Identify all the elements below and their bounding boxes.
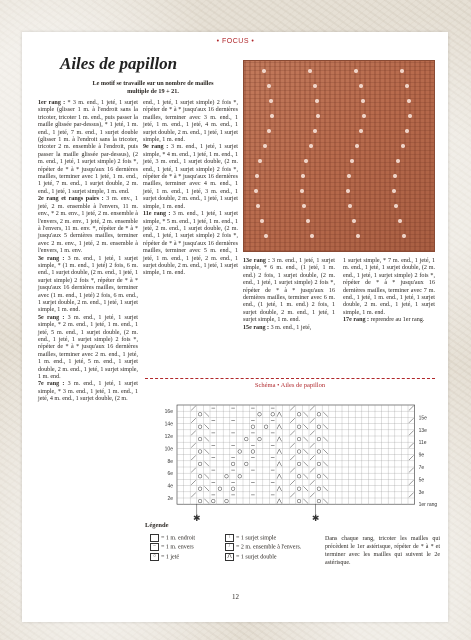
row-number-right: 9e <box>418 452 425 459</box>
lace-eyelet <box>346 189 350 193</box>
row-number-right: 13e <box>418 427 427 434</box>
lace-eyelet <box>398 219 402 223</box>
row-instructions: 3 m. end., 1 jeté, 1 surjet simple, * 6 m. end., (1 jeté, 1 m. end.) 2 fois, 1 surjet double, (2 m. end., 1 jeté, 1 surjet simple) 2 fois *, répéter de * à * jusqu'aux 16 dernières mailles, terminer avec 6 m. end., (1 jeté, 1 m. end.) 2 fois, 1 surjet double, 2 m. end., 1 jeté, 1 surjet simple, 1 m. end. <box>243 258 336 324</box>
instructions-column-4 <box>343 258 435 325</box>
legend-symbol-icon: \ <box>225 534 234 542</box>
row-number-right: 15e <box>418 415 427 422</box>
row-instructions: 3 m. end., 1 jeté, 1 surjet simple, * 2 m. end., 1 jeté, 1 m. end., 1 jeté, 5 m. end., 1 surjet double, (2 m. end., 1 jeté, 1 surjet simple) 2 fois *, répéter de * à * jusqu'aux 16 dernières mailles, terminer avec 2 m. end., 1 jeté, 1 m. end., 1 jeté, 5 m. end., 1 surjet double, 2 m. end., 1 jeté, 1 surjet simple, 1 m. end. <box>38 314 139 381</box>
lace-eyelet <box>402 234 406 238</box>
lace-eyelet <box>359 84 363 88</box>
row-instructions: 3 m. end., 1 jeté, 1 surjet simple, * 5 m. end., 1 jeté, 1 m. end., 1 jeté, 2 m. end., 1 surjet double, (2 m. end., 1 jeté, 1 surjet simple) 2 fois *, répéter de * à * jusqu'aux 16 dernières mailles, terminer avec 5 m. end., 1 jeté, 1 m. end., 1 jeté, 2 m. end., 1 surjet double, 2 m. end., 1 jeté, 1 surjet simple, 1 m. end. <box>143 211 238 277</box>
lace-eyelet <box>359 129 363 133</box>
row-instructions: 3 m. end., 1 jeté, 1 surjet simple, * (1 m. end., 1 jeté) 2 fois, 6 m. end., 1 surjet double, (2 m. end., 1 jeté, 1 surjet simple) 2 fois *, répéter de * à * jusqu'aux 16 dernières mailles, terminer avec (1 m. end., 1 jeté) 2 fois, 6 m. end., 1 surjet double, 2 m. end., 1 jeté, 1 surjet simple, 1 m. end. <box>38 255 139 314</box>
lace-eyelet <box>405 84 409 88</box>
legend-symbol-icon: / <box>225 543 234 551</box>
row-instructions: end., 1 jeté, 1 surjet simple) 2 fois *, répéter de * à * jusqu'aux 16 dernières mailles, terminer avec 3 m. end., 1 jeté, 1 m. end., 1 jeté, 4 m. end., 1 surjet double, 2 m. end., 1 jeté, 1 surjet simple, 1 m. end. <box>143 100 238 144</box>
legend-left <box>150 534 195 562</box>
instruction-paragraph <box>38 315 138 382</box>
lace-eyelet <box>258 159 262 163</box>
row-number-right: 7e <box>418 465 425 471</box>
lace-eyelet <box>408 114 412 118</box>
instruction-paragraph <box>38 256 138 315</box>
row-number-right: 11e <box>418 440 427 447</box>
instruction-paragraph <box>243 325 335 332</box>
legend-symbol-icon: ⋀ <box>225 553 234 561</box>
lace-eyelet <box>302 204 306 208</box>
row-number-left: 12e <box>164 434 173 440</box>
instruction-paragraph <box>343 317 435 324</box>
knitting-chart <box>145 395 438 524</box>
legend-label: = 1 surjet double <box>236 554 277 561</box>
lace-eyelet <box>394 204 398 208</box>
row-label: 11e rang : <box>143 211 171 218</box>
row-label: 15e rang : <box>243 324 270 331</box>
lace-eyelet <box>393 174 397 178</box>
legend-label: = 1 m. endroit <box>161 535 196 542</box>
row-instructions: 3 m. end., 1 jeté, 1 surjet simple, * 4 m. end., 1 jeté, 1 m. end., 1 jeté, 3 m. end., 1 surjet double, (2 m. end., 1 jeté, 1 surjet simple) 2 fois *, répéter de * à * jusqu'aux 16 dernières mailles, terminer avec 4 m. end., 1 jeté, 1 m. end., 1 jeté, 3 m. end., 1 surjet double, 2 m. end., 1 jeté, 1 surjet simple, 1 m. end. <box>143 144 239 210</box>
legend-symbol-icon <box>150 534 159 542</box>
lace-eyelet <box>407 99 411 103</box>
page-number: 12 <box>232 593 239 601</box>
lace-eyelet <box>306 219 310 223</box>
row-instructions: reprendre au 1er rang. <box>369 317 425 324</box>
lace-eyelet <box>362 114 366 118</box>
lace-eyelet <box>310 234 314 238</box>
repeat-asterisk: ✱ <box>311 513 320 524</box>
legend-title: Légende <box>145 522 169 529</box>
instructions-column-1 <box>38 100 138 404</box>
lace-eyelet <box>309 144 313 148</box>
lace-eyelet <box>316 114 320 118</box>
lace-eyelet <box>264 234 268 238</box>
legend-item <box>225 534 301 543</box>
knit-swatch-photo <box>243 60 435 252</box>
lace-eyelet <box>263 144 267 148</box>
lace-eyelet <box>300 189 304 193</box>
lace-eyelet <box>400 69 404 73</box>
instruction-paragraph <box>243 258 335 325</box>
instruction-paragraph <box>143 211 238 278</box>
section-header: • FOCUS • <box>216 38 255 45</box>
lace-eyelet <box>313 129 317 133</box>
row-label: 9e rang : <box>143 144 169 151</box>
lace-eyelet <box>267 129 271 133</box>
instruction-paragraph <box>38 196 138 255</box>
lace-eyelet <box>355 144 359 148</box>
row-instructions: 3 m. end., 1 jeté, <box>269 324 312 331</box>
row-instructions: 3 m. env., 1 jeté, 2 m. ensemble à l'envers, 11 m. env., * 2 m. env., 1 jeté, 2 m. ensemble à l'envers, 2 m. env., 1 jeté, 2 m. ensemble à l'envers, 11 m. env. *, répéter de * à * jusqu'aux 5 dernières mailles, terminer avec 2 m. env., 1 jeté, 2 m. ensemble à l'envers, 1 m. env. <box>38 196 138 255</box>
row-number-right: 5e <box>418 477 425 484</box>
row-label: 3e rang : <box>38 255 65 262</box>
article-title: Ailes de papillon <box>60 54 178 73</box>
instruction-paragraph <box>343 258 435 317</box>
instructions-column-3 <box>243 258 335 332</box>
lace-eyelet <box>315 99 319 103</box>
lace-eyelet <box>304 159 308 163</box>
lace-eyelet <box>396 159 400 163</box>
row-label: 17e rang : <box>343 317 370 324</box>
article-subtitle: Le motif se travaille sur un nombre de mailles multiple de 19 + 21. <box>92 80 214 95</box>
lace-eyelet <box>392 189 396 193</box>
row-instructions: * 3 m. end., 1 jeté, 1 surjet simple (glisser 1 m. à l'endroit sans la tricoter, tricoter 1 m. end., puis passer la maille glissée par-dessus), * 1 jeté, 1 m. end., 1 jeté, 7 m. end., 1 surjet double (glisser 1 m. à l'endroit sans la tricoter, tricoter 2 m. ensemble à l'endroit, puis passer la maille glissée par-dessus), (2 m. end., 1 jeté, 1 surjet simple) 2 fois *, répéter de * à * jusqu'aux 16 dernières mailles, terminer avec 1 jeté, 1 m. end., 1 jeté, 7 m. end., 1 surjet double, 2 m. end., 1 jeté, 1 surjet simple, 1 m. end. <box>38 100 138 195</box>
lace-eyelet <box>301 174 305 178</box>
instruction-paragraph <box>38 100 138 196</box>
lace-eyelet <box>352 219 356 223</box>
lace-eyelet <box>361 99 365 103</box>
legend-item <box>150 543 195 552</box>
row-number-left: 14e <box>164 421 173 428</box>
row-number-left: 4e <box>167 483 173 490</box>
row-number-right: 3e <box>418 489 425 496</box>
lace-eyelet <box>313 84 317 88</box>
row-number-left: 6e <box>167 471 173 478</box>
row-label: 13e rang : <box>243 258 270 264</box>
row-number-left: 8e <box>167 458 173 465</box>
row-label: 7e rang : <box>38 381 65 388</box>
lace-eyelet <box>256 204 260 208</box>
row-number-left: 16e <box>164 409 173 416</box>
legend-symbol-icon: – <box>150 543 159 551</box>
section-divider <box>145 378 435 379</box>
schema-title: Schéma • Ailes de papillon <box>254 382 326 389</box>
lace-eyelet <box>255 174 259 178</box>
lace-eyelet <box>354 69 358 73</box>
legend-right <box>225 534 301 562</box>
lace-eyelet <box>269 99 273 103</box>
row-label: 2e rang et rangs pairs : <box>38 196 104 203</box>
lace-eyelet <box>308 69 312 73</box>
lace-eyelet <box>347 174 351 178</box>
row-label: 1er rang : <box>38 100 66 106</box>
lace-eyelet <box>262 69 266 73</box>
legend-item <box>150 553 195 562</box>
legend-item <box>225 543 301 552</box>
lace-eyelet <box>260 219 264 223</box>
legend-item <box>225 553 301 562</box>
instruction-paragraph <box>143 144 238 211</box>
lace-eyelet <box>401 144 405 148</box>
chart-note: Dans chaque rang, tricoter les mailles qui précèdent le 1er astérisque, répéter de * à * et terminer avec les mailles qui suivent le 2e astérisque. <box>325 536 440 566</box>
row-number-left: 10e <box>164 446 173 453</box>
instruction-paragraph <box>143 100 238 144</box>
lace-eyelet <box>267 84 271 88</box>
row-label: 5e rang : <box>38 314 65 321</box>
row-number-right: 1er rang <box>418 502 438 509</box>
lace-eyelet <box>270 114 274 118</box>
lace-eyelet <box>254 189 258 193</box>
legend-label: = 1 jeté <box>161 554 180 561</box>
row-instructions: 1 surjet simple, * 7 m. end., 1 jeté, 1 m. end., 1 jeté, 1 surjet double, (2 m. end., 1 jeté, 1 surjet simple) 2 fois *, répéter de * à * jusqu'aux 16 dernières mailles, terminer avec 7 m. end., 1 jeté, 1 m. end., 1 jeté, 1 surjet double, 2 m. end., 1 jeté, 1 surjet simple, 1 m. end. <box>343 258 435 316</box>
row-instructions: 3 m. end., 1 jeté, 1 surjet simple, * 3 m. end., 1 jeté, 1 m. end., 1 jeté, 4 m. end., 1 surjet double, (2 m. <box>38 381 139 403</box>
legend-label: = 1 m. envers <box>161 544 194 551</box>
instructions-column-2 <box>143 100 238 278</box>
lace-eyelet <box>356 234 360 238</box>
lace-eyelet <box>348 204 352 208</box>
legend-label: = 1 surjet simple <box>236 535 277 542</box>
row-number-left: 2e <box>167 496 173 502</box>
repeat-asterisk: ✱ <box>193 513 201 524</box>
lace-eyelet <box>350 159 354 163</box>
legend-symbol-icon: ○ <box>150 553 159 561</box>
instruction-paragraph <box>38 381 138 403</box>
legend-label: = 2 m. ensemble à l'envers. <box>236 544 302 551</box>
lace-eyelet <box>405 129 409 133</box>
legend-item <box>150 534 195 543</box>
